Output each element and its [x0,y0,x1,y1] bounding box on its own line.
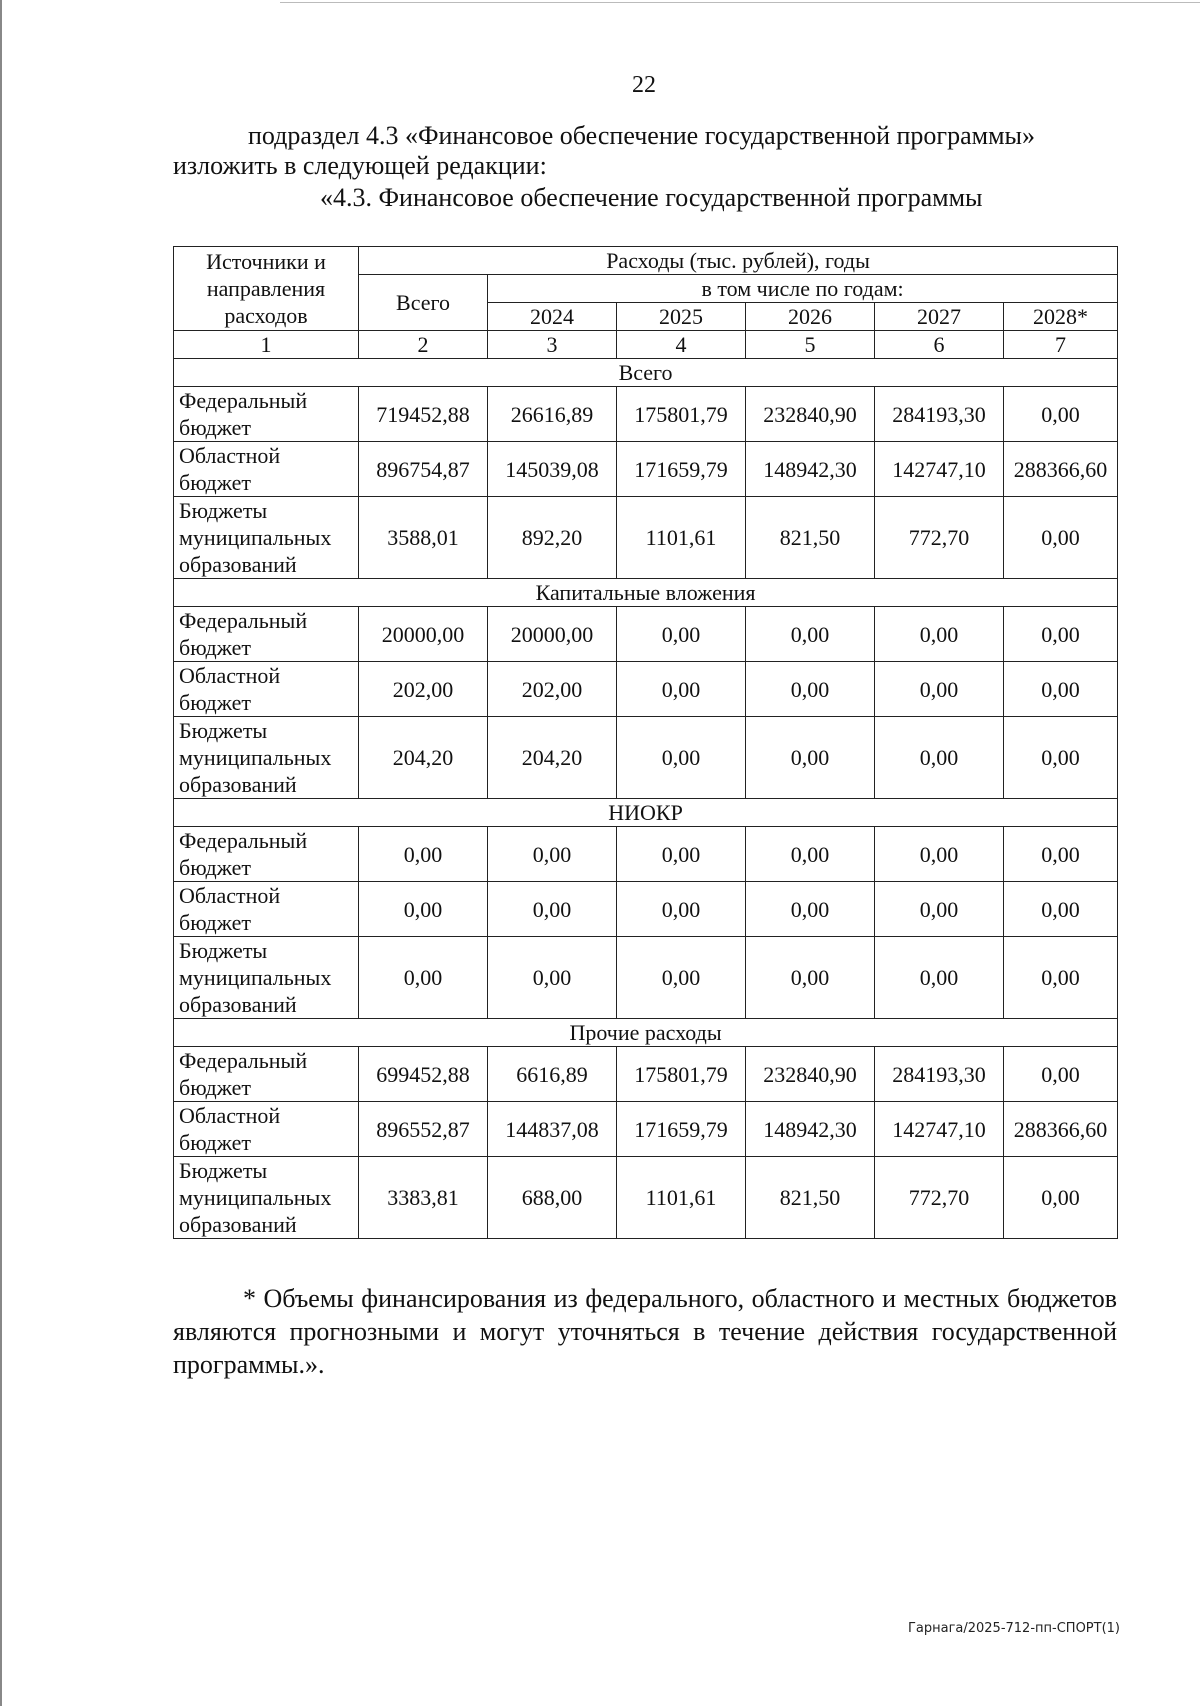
value-cell: 0,00 [875,717,1004,799]
value-cell: 0,00 [1004,497,1118,579]
value-cell: 0,00 [617,607,746,662]
value-cell: 0,00 [875,827,1004,882]
value-cell: 821,50 [746,1157,875,1239]
source-cell: Областной бюджет [174,442,359,497]
source-cell: Бюджеты муниципальных образований [174,717,359,799]
table-row [174,607,1118,662]
value-cell: 232840,90 [746,387,875,442]
value-cell: 0,00 [746,607,875,662]
value-cell: 0,00 [1004,937,1118,1019]
column-number: 6 [875,331,1004,359]
value-cell: 0,00 [488,937,617,1019]
value-cell: 0,00 [617,937,746,1019]
intro-paragraph: подраздел 4.3 «Финансовое обеспечение государственной программы» [248,121,1035,150]
value-cell: 288366,60 [1004,442,1118,497]
source-cell: Бюджеты муниципальных образований [174,497,359,579]
source-cell: Областной бюджет [174,1102,359,1157]
source-cell: Федеральный бюджет [174,1047,359,1102]
value-cell: 896552,87 [359,1102,488,1157]
column-number-row [174,331,1118,359]
header-by-years: в том числе по годам: [488,275,1118,303]
column-number: 4 [617,331,746,359]
value-cell: 0,00 [746,717,875,799]
value-cell: 0,00 [1004,1157,1118,1239]
document-stamp: Гарнага/2025-712-пп-СПОРТ(1) [907,1621,1120,1636]
header-year: 2026 [746,303,875,331]
value-cell: 699452,88 [359,1047,488,1102]
header-year: 2027 [875,303,1004,331]
header-source: Источники и направления расходов [174,247,359,331]
value-cell: 0,00 [1004,387,1118,442]
value-cell: 3588,01 [359,497,488,579]
value-cell: 284193,30 [875,387,1004,442]
value-cell: 772,70 [875,497,1004,579]
value-cell: 0,00 [1004,827,1118,882]
value-cell: 202,00 [359,662,488,717]
value-cell: 0,00 [875,662,1004,717]
financing-table [173,246,1118,1239]
value-cell: 0,00 [1004,607,1118,662]
source-cell: Федеральный бюджет [174,827,359,882]
value-cell: 892,20 [488,497,617,579]
value-cell: 3383,81 [359,1157,488,1239]
section-header: Всего [174,359,1118,387]
column-number: 1 [174,331,359,359]
value-cell: 719452,88 [359,387,488,442]
value-cell: 148942,30 [746,1102,875,1157]
column-number: 3 [488,331,617,359]
header-year: 2025 [617,303,746,331]
value-cell: 202,00 [488,662,617,717]
section-header: Капитальные вложения [174,579,1118,607]
value-cell: 232840,90 [746,1047,875,1102]
table-row [174,1157,1118,1239]
column-number: 2 [359,331,488,359]
section-header: Прочие расходы [174,1019,1118,1047]
value-cell: 175801,79 [617,1047,746,1102]
source-cell: Областной бюджет [174,882,359,937]
value-cell: 175801,79 [617,387,746,442]
section-header-row [174,359,1118,387]
section-header-row [174,799,1118,827]
source-cell: Бюджеты муниципальных образований [174,1157,359,1239]
value-cell: 0,00 [875,882,1004,937]
value-cell: 0,00 [1004,882,1118,937]
column-number: 7 [1004,331,1118,359]
value-cell: 0,00 [359,937,488,1019]
value-cell: 204,20 [488,717,617,799]
value-cell: 142747,10 [875,1102,1004,1157]
value-cell: 0,00 [746,662,875,717]
value-cell: 171659,79 [617,1102,746,1157]
value-cell: 0,00 [1004,662,1118,717]
value-cell: 0,00 [1004,717,1118,799]
value-cell: 144837,08 [488,1102,617,1157]
column-number: 5 [746,331,875,359]
value-cell: 1101,61 [617,497,746,579]
header-row-1 [174,247,1118,275]
value-cell: 0,00 [488,882,617,937]
value-cell: 0,00 [617,882,746,937]
value-cell: 171659,79 [617,442,746,497]
value-cell: 142747,10 [875,442,1004,497]
value-cell: 20000,00 [488,607,617,662]
table-row [174,937,1118,1019]
table-row [174,1047,1118,1102]
source-cell: Бюджеты муниципальных образований [174,937,359,1019]
value-cell: 1101,61 [617,1157,746,1239]
value-cell: 0,00 [1004,1047,1118,1102]
source-cell: Федеральный бюджет [174,607,359,662]
value-cell: 0,00 [359,882,488,937]
value-cell: 821,50 [746,497,875,579]
section-title: «4.3. Финансовое обеспечение государственной программы [320,183,983,212]
section-header: НИОКР [174,799,1118,827]
footnote: * Объемы финансирования из федерального, областного и местных бюджетов являются прогнозными и могут уточняться в течение действия государственной программы.». [173,1284,1117,1379]
value-cell: 0,00 [359,827,488,882]
value-cell: 26616,89 [488,387,617,442]
value-cell: 0,00 [617,662,746,717]
table-row [174,717,1118,799]
header-year: 2028* [1004,303,1118,331]
table-row [174,1102,1118,1157]
scan-border [0,0,2,1706]
value-cell: 688,00 [488,1157,617,1239]
table-row [174,827,1118,882]
value-cell: 288366,60 [1004,1102,1118,1157]
value-cell: 284193,30 [875,1047,1004,1102]
value-cell: 145039,08 [488,442,617,497]
value-cell: 0,00 [746,937,875,1019]
value-cell: 204,20 [359,717,488,799]
table-row [174,497,1118,579]
header-expenses: Расходы (тыс. рублей), годы [359,247,1118,275]
table-row [174,387,1118,442]
table-row [174,882,1118,937]
value-cell: 0,00 [488,827,617,882]
source-cell: Федеральный бюджет [174,387,359,442]
scan-border-top [280,2,1200,3]
value-cell: 0,00 [617,717,746,799]
value-cell: 0,00 [875,937,1004,1019]
value-cell: 0,00 [746,882,875,937]
value-cell: 0,00 [617,827,746,882]
section-header-row [174,1019,1118,1047]
value-cell: 0,00 [746,827,875,882]
source-cell: Областной бюджет [174,662,359,717]
value-cell: 896754,87 [359,442,488,497]
header-total: Всего [359,275,488,331]
header-year: 2024 [488,303,617,331]
value-cell: 20000,00 [359,607,488,662]
value-cell: 0,00 [875,607,1004,662]
intro-paragraph-continuation: изложить в следующей редакции: [173,151,547,180]
table-row [174,662,1118,717]
value-cell: 148942,30 [746,442,875,497]
value-cell: 6616,89 [488,1047,617,1102]
section-header-row [174,579,1118,607]
value-cell: 772,70 [875,1157,1004,1239]
page-number: 22 [632,72,656,98]
table-row [174,442,1118,497]
